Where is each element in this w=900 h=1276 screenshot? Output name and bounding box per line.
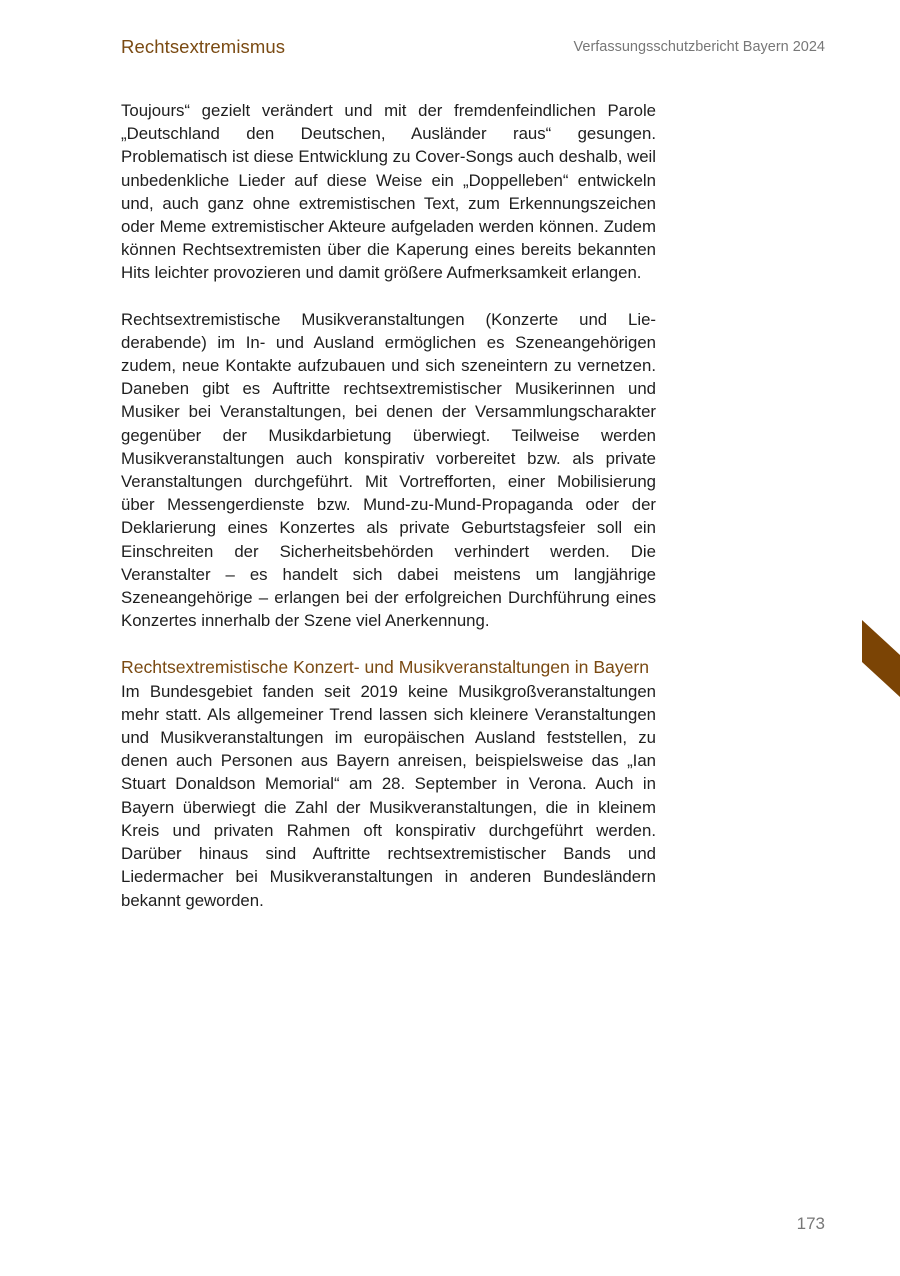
- section-subheading: Rechtsextremistische Konzert- und Musikveranstaltungen in Bayern: [121, 657, 650, 678]
- body-paragraph: Rechtsextremistische Musikveranstaltungen (Konzerte und Liederabende) im In- und Ausland ermöglichen es Szeneangehörigen zudem, neue Kontakte aufzubauen und sich szeneintern zu vernetzen. Daneben gibt es Auftritte rechtsextremistischer Musikerinnen und Musiker bei Veranstaltungen, bei denen der Versammlungscharakter gegenüber der Musikdarbietung überwiegt. Teilweise werden Musikveranstaltungen auch konspirativ vorbereitet bzw. als private Veranstaltungen durchgeführt. Mit Vortrefforten, einer Mobilisierung über Messengerdienste bzw. Mund-zu-Mund-Propaganda oder der Deklarierung eines Konzertes als private Geburtstagsfeier soll ein Einschreiten der Sicherheitsbehörden verhindert werden. Die Veranstalter – es handelt sich dabei meistens um langjährige Szeneangehörige – erlangen bei der erfolgreichen Durchführung eines Konzertes innerhalb der Szene viel Anerkennung.: [121, 309, 656, 631]
- main-text-column: [121, 99, 656, 912]
- body-paragraph: Im Bundesgebiet fanden seit 2019 keine Musikgroßveranstaltungen mehr statt. Als allgemeiner Trend lassen sich kleinere Veranstaltungen und Musikveranstaltungen im europäischen Ausland feststellen, zu denen auch Personen aus Bayern anreisen, beispielsweise das „Ian Stuart Donaldson Memorial“ am 28. September in Verona. Auch in Bayern überwiegt die Zahl der Musikveranstaltungen, die in kleinem Kreis und privaten Rahmen oft konspirativ durchgeführt werden. Darüber hinaus sind Auftritte rechtsextremistischer Bands und Liedermacher bei Musikveranstaltungen in anderen Bundesländern bekannt geworden.: [121, 681, 656, 910]
- running-head-report-title: Verfassungsschutzbericht Bayern 2024: [573, 39, 825, 55]
- page-number: 173: [796, 1214, 825, 1233]
- body-paragraph: Toujours“ gezielt verändert und mit der fremdenfeindlichen Parole „Deutschland den Deutschen, Ausländer raus“ gesungen. Problematisch ist diese Entwicklung zu Cover-Songs auch deshalb, weil unbedenkliche Lieder auf diese Weise ein „Doppelleben“ entwickeln und, auch ganz ohne extremistischen Text, zum Erkennungszeichen oder Meme extremistischer Akteure aufgeladen werden können. Zudem können Rechtsextremisten über die Kaperung eines bereits bekannten Hits leichter provozieren und damit größere Aufmerksamkeit erlangen.: [121, 101, 656, 283]
- chapter-tab-marker: [862, 620, 900, 697]
- running-head-section-title: Rechtsextremismus: [121, 36, 286, 57]
